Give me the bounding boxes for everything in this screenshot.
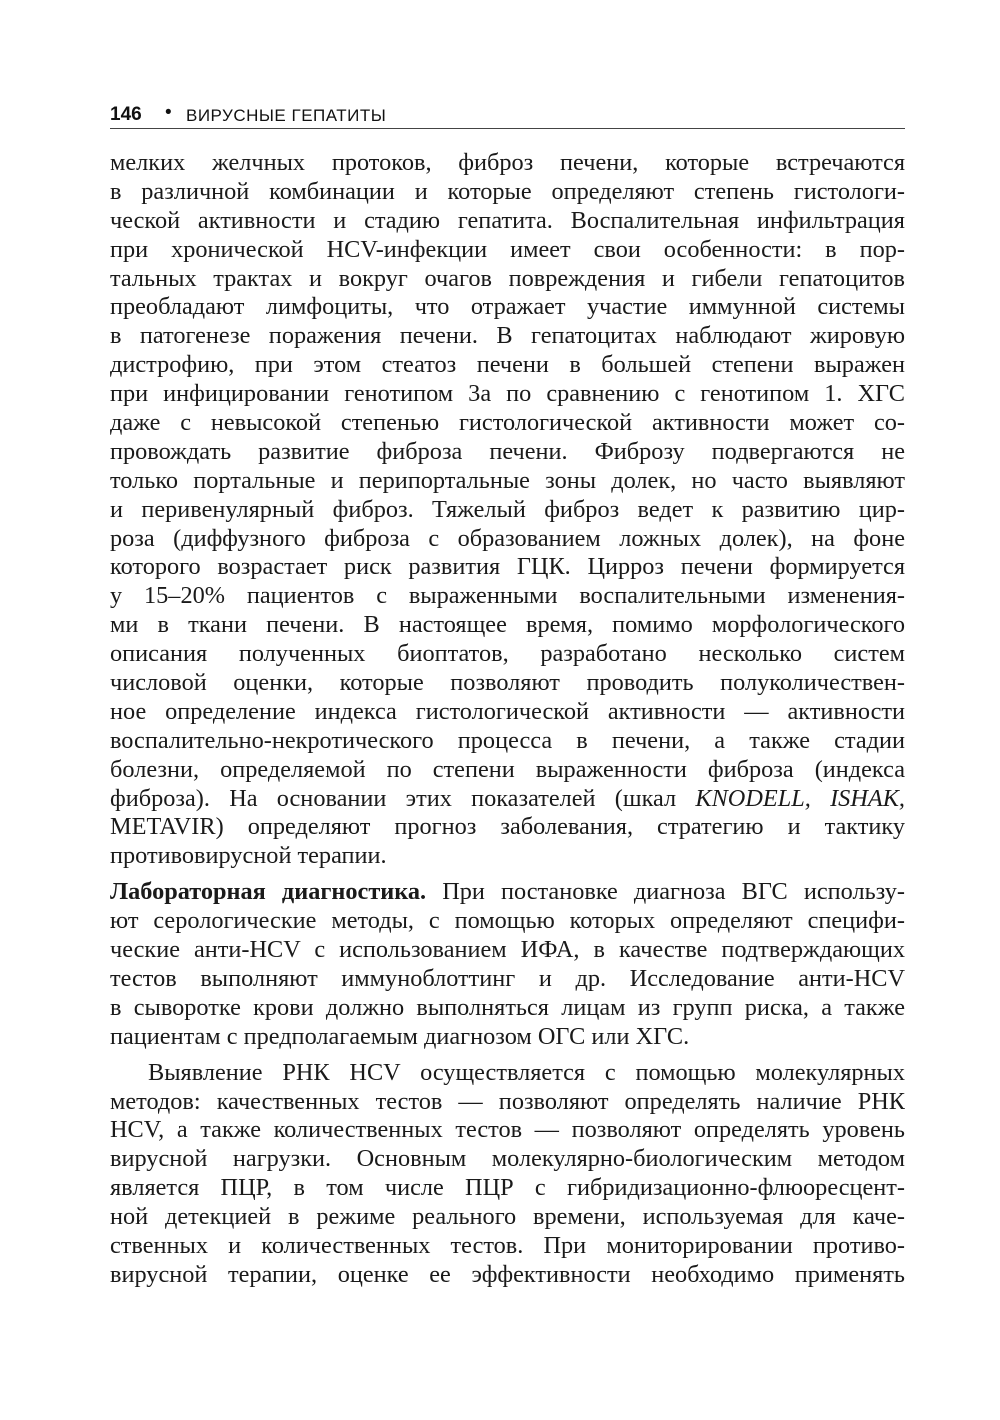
text-line: воспалительно-некротического процесса в печени, а также стадии bbox=[110, 726, 905, 754]
section-lead-heading: Лабораторная диагностика. bbox=[110, 878, 427, 906]
text-line: дистрофию, при этом стеатоз печени в большей степени выражен bbox=[110, 351, 905, 379]
text-line: в различной комбинации и которые определяют степень гистологи- bbox=[110, 177, 905, 205]
paragraph-histology bbox=[110, 149, 905, 871]
header-bullet: • bbox=[165, 102, 172, 123]
text-line: даже с невысокой степенью гистологической активности может со- bbox=[110, 409, 905, 437]
text-line: и перивенулярный фиброз. Тяжелый фиброз ведет к развитию цир- bbox=[110, 495, 905, 523]
text-line: в сыворотке крови должно выполняться лицам из групп риска, а также bbox=[110, 993, 905, 1021]
running-header bbox=[110, 100, 905, 130]
text-line bbox=[110, 785, 905, 814]
text-line: описания полученных биоптатов, разработано несколько систем bbox=[110, 640, 905, 668]
chapter-title: ВИРУСНЫЕ ГЕПАТИТЫ bbox=[186, 106, 387, 125]
text-line: у 15–20% пациентов с выраженными воспалительными изменения- bbox=[110, 582, 905, 610]
text-line: при хронической HCV-инфекции имеет свои особенности: в пор- bbox=[110, 235, 905, 263]
text-line: ют серологические методы, с помощью которых определяют специфи- bbox=[110, 907, 905, 935]
text-line: METAVIR) определяют прогноз заболевания, стратегию и тактику bbox=[110, 813, 905, 841]
paragraph-gap bbox=[110, 1052, 905, 1059]
text-line: ное определение индекса гистологической активности — активности bbox=[110, 697, 905, 725]
body-text bbox=[110, 149, 905, 1290]
paragraph-lab-diagnostics bbox=[110, 878, 905, 1051]
text-line: болезни, определяемой по степени выраженности фиброза (индекса bbox=[110, 755, 905, 783]
text-line: вирусной нагрузки. Основным молекулярно-биологическим методом bbox=[110, 1145, 905, 1173]
text-line: Выявление РНК HCV осуществляется с помощью молекулярных bbox=[148, 1058, 905, 1086]
text-line: противовирусной терапии. bbox=[110, 842, 387, 870]
page-number: 146 bbox=[110, 104, 142, 125]
header-rule bbox=[110, 128, 905, 129]
text-line: которого возрастает риск развития ГЦК. Цирроз печени формируется bbox=[110, 553, 905, 581]
scale-names-italic: KNODELL, ISHAK, bbox=[695, 784, 905, 812]
text-line: числовой оценки, которые позволяют проводить полуколичествен- bbox=[110, 669, 905, 697]
text-line: ми в ткани печени. В настоящее время, помимо морфологического bbox=[110, 611, 905, 639]
text-line: тальных трактах и вокруг очагов повреждения и гибели гепатоцитов bbox=[110, 264, 905, 292]
text-line bbox=[110, 878, 905, 907]
text-line: ной детекцией в режиме реального времени, используемая для каче- bbox=[110, 1203, 905, 1231]
text-line: при инфицировании генотипом 3a по сравнению с генотипом 1. ХГС bbox=[110, 380, 905, 408]
paragraph-gap bbox=[110, 871, 905, 878]
text-line: только портальные и перипортальные зоны долек, но часто выявляют bbox=[110, 466, 905, 494]
text-line: ственных и количественных тестов. При мониторировании противо- bbox=[110, 1231, 905, 1259]
text-line: роза (диффузного фиброза с образованием ложных долек), на фоне bbox=[110, 524, 905, 552]
text-line: ческой активности и стадию гепатита. Воспалительная инфильтрация bbox=[110, 206, 905, 234]
paragraph-pcr bbox=[110, 1059, 905, 1290]
text-line: тестов выполняют иммуноблоттинг и др. Исследование анти-HCV bbox=[110, 964, 905, 992]
text-run: фиброза). На основании этих показателей (шкал bbox=[110, 784, 696, 812]
text-line: мелких желчных протоков, фиброз печени, которые встречаются bbox=[110, 149, 905, 176]
text-line: методов: качественных тестов — позволяют определять наличие РНК bbox=[110, 1087, 905, 1115]
text-line: преобладают лимфоциты, что отражает участие иммунной системы bbox=[110, 293, 905, 321]
text-line: вирусной терапии, оценке ее эффективности необходимо применять bbox=[110, 1260, 905, 1288]
text-line: в патогенезе поражения печени. В гепатоцитах наблюдают жировую bbox=[110, 322, 905, 350]
text-line: HCV, а также количественных тестов — позволяют определять уровень bbox=[110, 1116, 905, 1144]
text-run: При постановке диагноза ВГС использу- bbox=[426, 878, 905, 906]
text-line: ческие анти-HCV с использованием ИФА, в качестве подтверждающих bbox=[110, 936, 905, 964]
text-line: провождать развитие фиброза печени. Фиброзу подвергаются не bbox=[110, 437, 905, 465]
text-line: является ПЦР, в том числе ПЦР с гибридизационно-флюоресцент- bbox=[110, 1174, 905, 1202]
text-line: пациентам с предполагаемым диагнозом ОГС или ХГС. bbox=[110, 1022, 690, 1050]
